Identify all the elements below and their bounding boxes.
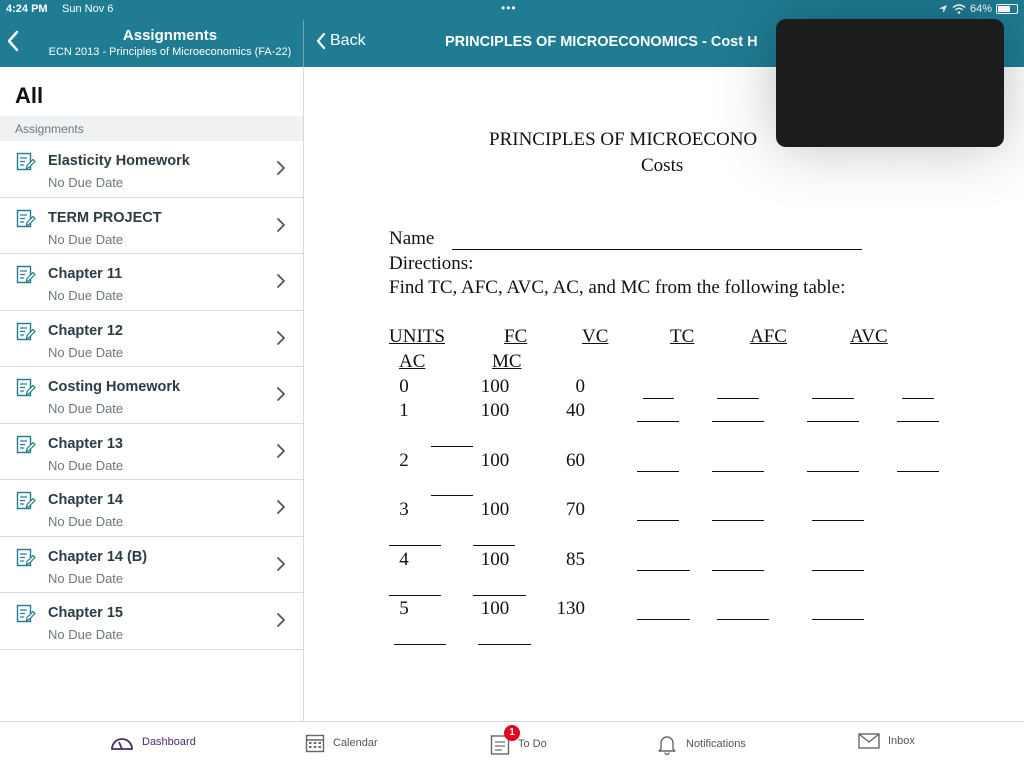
status-right bbox=[938, 3, 1018, 15]
chevron-right-icon-wrap bbox=[276, 330, 286, 346]
table-cell-vc: 85 bbox=[566, 549, 585, 570]
assignment-icon-wrap bbox=[16, 209, 36, 229]
assignment-icon-wrap bbox=[16, 435, 36, 455]
assignment-icon-wrap bbox=[16, 548, 36, 568]
course-subtitle: ECN 2013 - Principles of Microeconomics (FA-22) bbox=[48, 46, 292, 58]
multitasking-dots-icon[interactable]: ••• bbox=[501, 1, 517, 15]
assignment-icon-wrap bbox=[16, 378, 36, 398]
assignment-title: Chapter 12 bbox=[48, 322, 123, 339]
assignment-icon-wrap bbox=[16, 265, 36, 285]
answer-blank bbox=[643, 398, 674, 399]
avc-header: AVC bbox=[850, 326, 888, 347]
assignment-icon bbox=[16, 322, 36, 342]
document-heading: PRINCIPLES OF MICROECONO bbox=[489, 129, 758, 150]
chevron-right-icon-wrap bbox=[276, 217, 286, 233]
answer-blank bbox=[394, 644, 446, 645]
location-icon bbox=[938, 4, 948, 14]
assignment-icon bbox=[16, 435, 36, 455]
assignment-item[interactable] bbox=[0, 480, 304, 537]
assignment-due: No Due Date bbox=[48, 401, 124, 416]
table-cell-units: 4 bbox=[399, 549, 409, 570]
table-cell-vc: 60 bbox=[566, 450, 585, 471]
tab-label: Calendar bbox=[333, 737, 378, 749]
envelope-icon bbox=[858, 733, 880, 749]
assignment-icon bbox=[16, 548, 36, 568]
assignment-icon-wrap bbox=[16, 491, 36, 511]
section-header: Assignments bbox=[0, 116, 304, 141]
chevron-right-icon bbox=[276, 217, 286, 233]
tab-notifications[interactable] bbox=[656, 733, 746, 755]
assignment-item[interactable] bbox=[0, 198, 304, 255]
dashboard-icon bbox=[110, 733, 134, 751]
answer-blank bbox=[473, 545, 515, 546]
table-cell-fc: 100 bbox=[480, 376, 510, 397]
assignment-due: No Due Date bbox=[48, 457, 124, 473]
answer-blank bbox=[431, 446, 473, 447]
table-cell-vc: 40 bbox=[566, 400, 585, 421]
answer-blank bbox=[717, 619, 769, 620]
table-cell-fc: 100 bbox=[480, 549, 510, 570]
chevron-right-icon bbox=[276, 273, 286, 289]
instructions-text: Find TC, AFC, AVC, AC, and MC from the following table: bbox=[389, 277, 846, 298]
answer-blank bbox=[637, 570, 690, 571]
answer-blank bbox=[637, 471, 679, 472]
answer-blank bbox=[637, 619, 690, 620]
sidebar-title: Assignments bbox=[122, 27, 218, 44]
assignment-due: No Due Date bbox=[48, 514, 124, 529]
assignment-icon bbox=[16, 265, 36, 285]
answer-blank bbox=[807, 471, 859, 472]
assignment-list bbox=[0, 141, 304, 650]
assignment-title: Chapter 14 bbox=[48, 492, 123, 508]
table-cell-units: 0 bbox=[399, 376, 409, 397]
assignment-icon-wrap bbox=[16, 152, 36, 172]
answer-blank bbox=[812, 570, 864, 571]
assignment-title: Chapter 14 (B) bbox=[48, 548, 148, 565]
chevron-right-icon bbox=[276, 443, 286, 459]
tab-todo[interactable] bbox=[490, 727, 547, 755]
answer-blank bbox=[431, 495, 473, 496]
answer-blank bbox=[637, 421, 679, 422]
assignment-icon-wrap bbox=[16, 604, 36, 624]
assignment-item[interactable] bbox=[0, 141, 304, 198]
table-cell-fc: 100 bbox=[480, 400, 510, 421]
table-cell-fc: 100 bbox=[480, 450, 510, 471]
assignment-due: No Due Date bbox=[48, 231, 124, 247]
assignment-title: Costing Homework bbox=[48, 379, 181, 395]
filter-heading[interactable]: All bbox=[15, 83, 44, 108]
status-time: 4:24 PM bbox=[6, 3, 48, 15]
answer-blank bbox=[389, 545, 441, 546]
document-subheading: Costs bbox=[641, 155, 684, 176]
header-divider bbox=[303, 20, 304, 67]
name-label: Name bbox=[389, 228, 435, 249]
assignment-title: Chapter 15 bbox=[48, 605, 123, 621]
table-cell-vc: 70 bbox=[566, 499, 585, 520]
answer-blank bbox=[812, 520, 864, 521]
todo-icon-wrap bbox=[490, 727, 515, 755]
status-date: Sun Nov 6 bbox=[62, 3, 114, 15]
chevron-right-icon-wrap bbox=[276, 499, 286, 515]
table-cell-units: 5 bbox=[399, 598, 409, 619]
chevron-right-icon bbox=[276, 612, 286, 628]
popup-overlay bbox=[776, 19, 1004, 147]
chevron-right-icon-wrap bbox=[276, 556, 286, 572]
document-viewer[interactable] bbox=[304, 67, 1024, 721]
answer-blank bbox=[637, 520, 679, 521]
chevron-right-icon bbox=[276, 499, 286, 515]
assignment-icon bbox=[16, 209, 36, 229]
afc-header: AFC bbox=[750, 326, 787, 347]
units-header: UNITS bbox=[389, 326, 445, 347]
tab-label: To Do bbox=[518, 738, 547, 750]
answer-blank bbox=[902, 398, 934, 399]
assignment-item[interactable] bbox=[0, 424, 304, 481]
back-button[interactable] bbox=[316, 32, 366, 50]
assignment-due: No Due Date bbox=[48, 175, 124, 190]
todo-badge: 1 bbox=[504, 725, 520, 741]
assignment-icon bbox=[16, 604, 36, 624]
tab-label: Dashboard bbox=[142, 736, 196, 748]
assignment-title: TERM PROJECT bbox=[48, 209, 162, 226]
tab-calendar[interactable] bbox=[305, 733, 378, 753]
answer-blank bbox=[807, 421, 859, 422]
back-label: Back bbox=[330, 32, 366, 49]
sidebar-back-button[interactable] bbox=[6, 30, 20, 57]
table-cell-fc: 100 bbox=[480, 499, 510, 520]
battery-fill bbox=[998, 6, 1010, 12]
tc-header: TC bbox=[670, 326, 695, 347]
tab-label: Inbox bbox=[888, 735, 915, 747]
answer-blank bbox=[712, 570, 764, 571]
answer-blank bbox=[712, 520, 764, 521]
answer-blank bbox=[712, 471, 764, 472]
answer-blank bbox=[389, 595, 441, 596]
wifi-icon bbox=[952, 4, 966, 14]
table-cell-units: 2 bbox=[399, 450, 409, 471]
assignment-icon bbox=[16, 378, 36, 398]
assignment-due: No Due Date bbox=[48, 344, 124, 360]
assignment-title: Chapter 11 bbox=[48, 266, 123, 282]
assignment-icon bbox=[16, 491, 36, 511]
table-cell-vc: 130 bbox=[556, 598, 585, 619]
assignment-due: No Due Date bbox=[48, 288, 124, 303]
assignment-item[interactable] bbox=[0, 367, 304, 424]
answer-blank bbox=[717, 398, 759, 399]
table-cell-units: 3 bbox=[399, 499, 409, 520]
answer-blank bbox=[812, 398, 854, 399]
ac-header: AC bbox=[399, 351, 426, 372]
tab-bar bbox=[0, 721, 1024, 768]
assignment-title: Chapter 13 bbox=[48, 435, 123, 452]
document-title-header: PRINCIPLES OF MICROECONOMICS - Cost H bbox=[445, 34, 758, 50]
chevron-right-icon-wrap bbox=[276, 273, 286, 289]
chevron-right-icon bbox=[276, 386, 286, 402]
tab-inbox[interactable] bbox=[858, 733, 915, 749]
answer-blank bbox=[897, 421, 939, 422]
assignment-item[interactable] bbox=[0, 254, 304, 311]
chevron-right-icon bbox=[276, 556, 286, 572]
mc-header: MC bbox=[492, 351, 522, 372]
bell-icon bbox=[656, 733, 678, 755]
chevron-right-icon-wrap bbox=[276, 612, 286, 628]
chevron-right-icon-wrap bbox=[276, 386, 286, 402]
chevron-left-icon bbox=[316, 32, 326, 50]
answer-blank bbox=[473, 595, 526, 596]
assignment-icon bbox=[16, 152, 36, 172]
assignment-item[interactable] bbox=[0, 593, 304, 650]
answer-blank bbox=[478, 644, 531, 645]
assignment-due: No Due Date bbox=[48, 570, 124, 586]
answer-blank bbox=[812, 619, 864, 620]
tab-dashboard[interactable] bbox=[110, 733, 196, 751]
table-cell-vc: 0 bbox=[575, 376, 585, 397]
vc-header: VC bbox=[582, 326, 609, 347]
directions-label: Directions: bbox=[389, 253, 474, 274]
chevron-right-icon-wrap bbox=[276, 160, 286, 176]
table-cell-fc: 100 bbox=[480, 598, 510, 619]
assignment-item[interactable] bbox=[0, 537, 304, 594]
chevron-right-icon-wrap bbox=[276, 443, 286, 459]
battery-percent: 64% bbox=[969, 3, 992, 15]
assignment-title: Elasticity Homework bbox=[48, 153, 190, 169]
answer-blank bbox=[712, 421, 764, 422]
answer-blank bbox=[897, 471, 939, 472]
table-cell-units: 1 bbox=[399, 400, 409, 421]
assignment-icon-wrap bbox=[16, 322, 36, 342]
assignment-due: No Due Date bbox=[48, 627, 124, 642]
chevron-right-icon bbox=[276, 330, 286, 346]
assignments-sidebar bbox=[0, 67, 304, 721]
name-blank-line bbox=[452, 249, 862, 250]
assignment-item[interactable] bbox=[0, 311, 304, 368]
fc-header: FC bbox=[504, 326, 528, 347]
tab-label: Notifications bbox=[686, 738, 746, 750]
chevron-right-icon bbox=[276, 160, 286, 176]
battery-icon bbox=[996, 4, 1018, 14]
calendar-icon bbox=[305, 733, 325, 753]
chevron-left-icon bbox=[6, 30, 20, 52]
